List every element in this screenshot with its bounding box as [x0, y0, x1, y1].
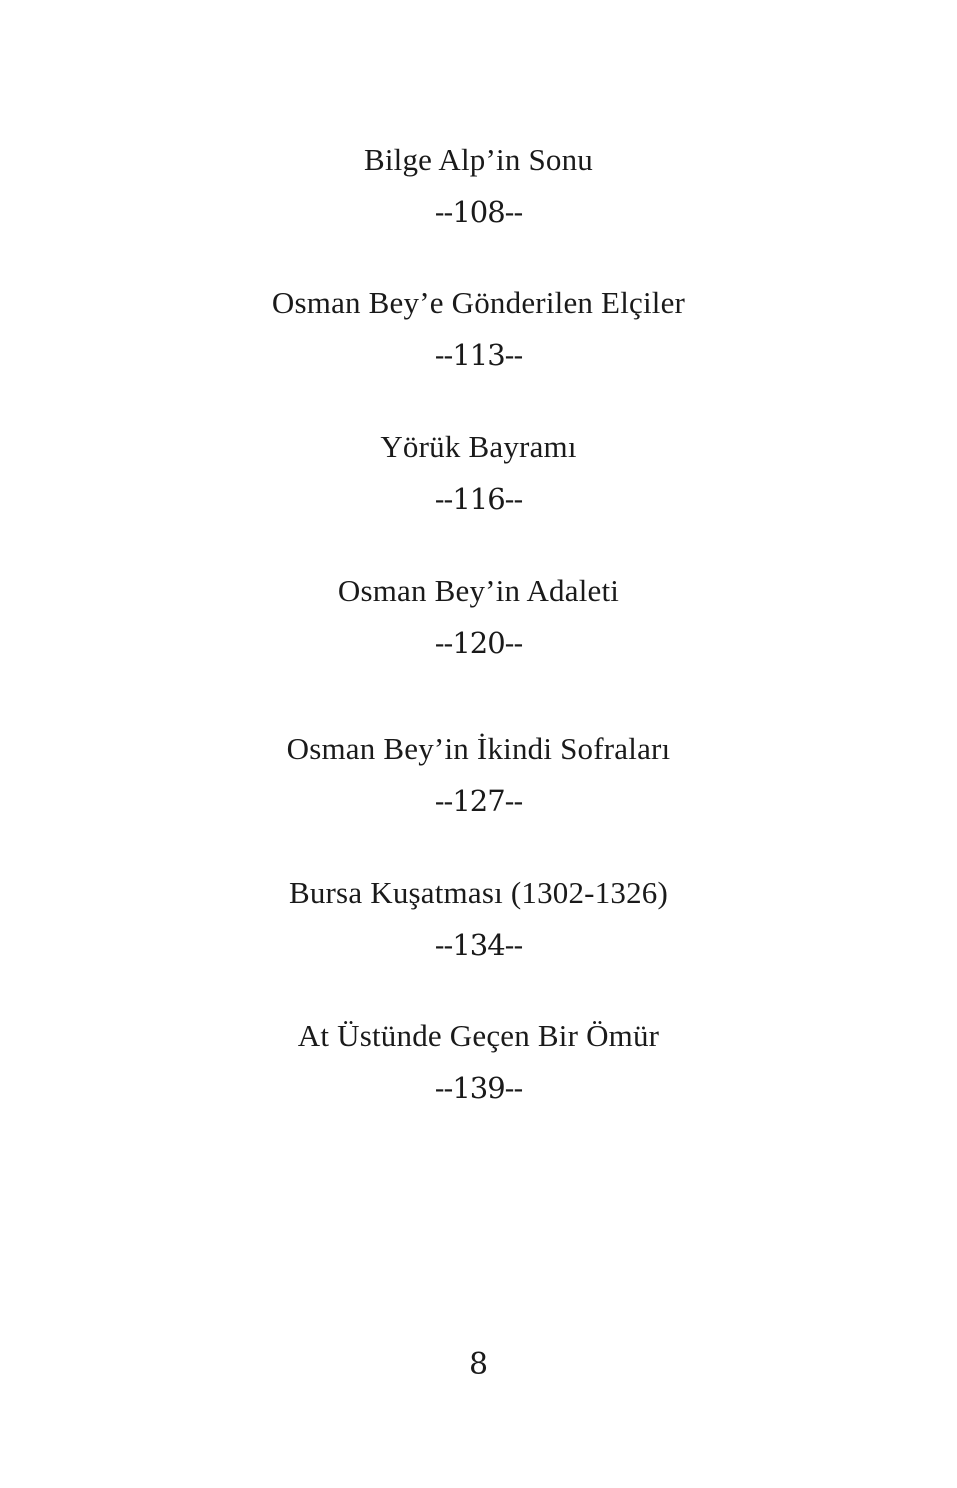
toc-entry [0, 873, 957, 963]
toc-entry-title: Bursa Kuşatması (1302-1326) [288, 875, 669, 910]
toc-entry-page-number: --108-- [434, 195, 523, 229]
toc-entry-title: At Üstünde Geçen Bir Ömür [297, 1018, 660, 1053]
toc-entry [0, 140, 957, 230]
toc-entry-page-number: --120-- [434, 626, 523, 660]
toc-entry-page-number: --134-- [434, 928, 523, 962]
toc-entry-page-number: --113-- [434, 338, 523, 372]
page-number: 8 [468, 1347, 489, 1382]
toc-entry [0, 283, 957, 373]
toc-entry [0, 1016, 957, 1106]
toc-entry [0, 571, 957, 661]
toc-entry-page-number: --127-- [434, 784, 523, 818]
toc-entry [0, 729, 957, 819]
toc-entry-title: Osman Bey’in İkindi Sofraları [286, 731, 671, 766]
toc-entry-page-number: --139-- [434, 1071, 523, 1105]
toc-entry [0, 427, 957, 517]
toc-entry-title: Osman Bey’e Gönderilen Elçiler [271, 285, 686, 320]
toc-entry-title: Bilge Alp’in Sonu [363, 142, 594, 177]
toc-entry-page-number: --116-- [434, 482, 523, 516]
toc-entry-title: Yörük Bayramı [380, 429, 577, 464]
toc-entry-title: Osman Bey’in Adaleti [337, 573, 620, 608]
